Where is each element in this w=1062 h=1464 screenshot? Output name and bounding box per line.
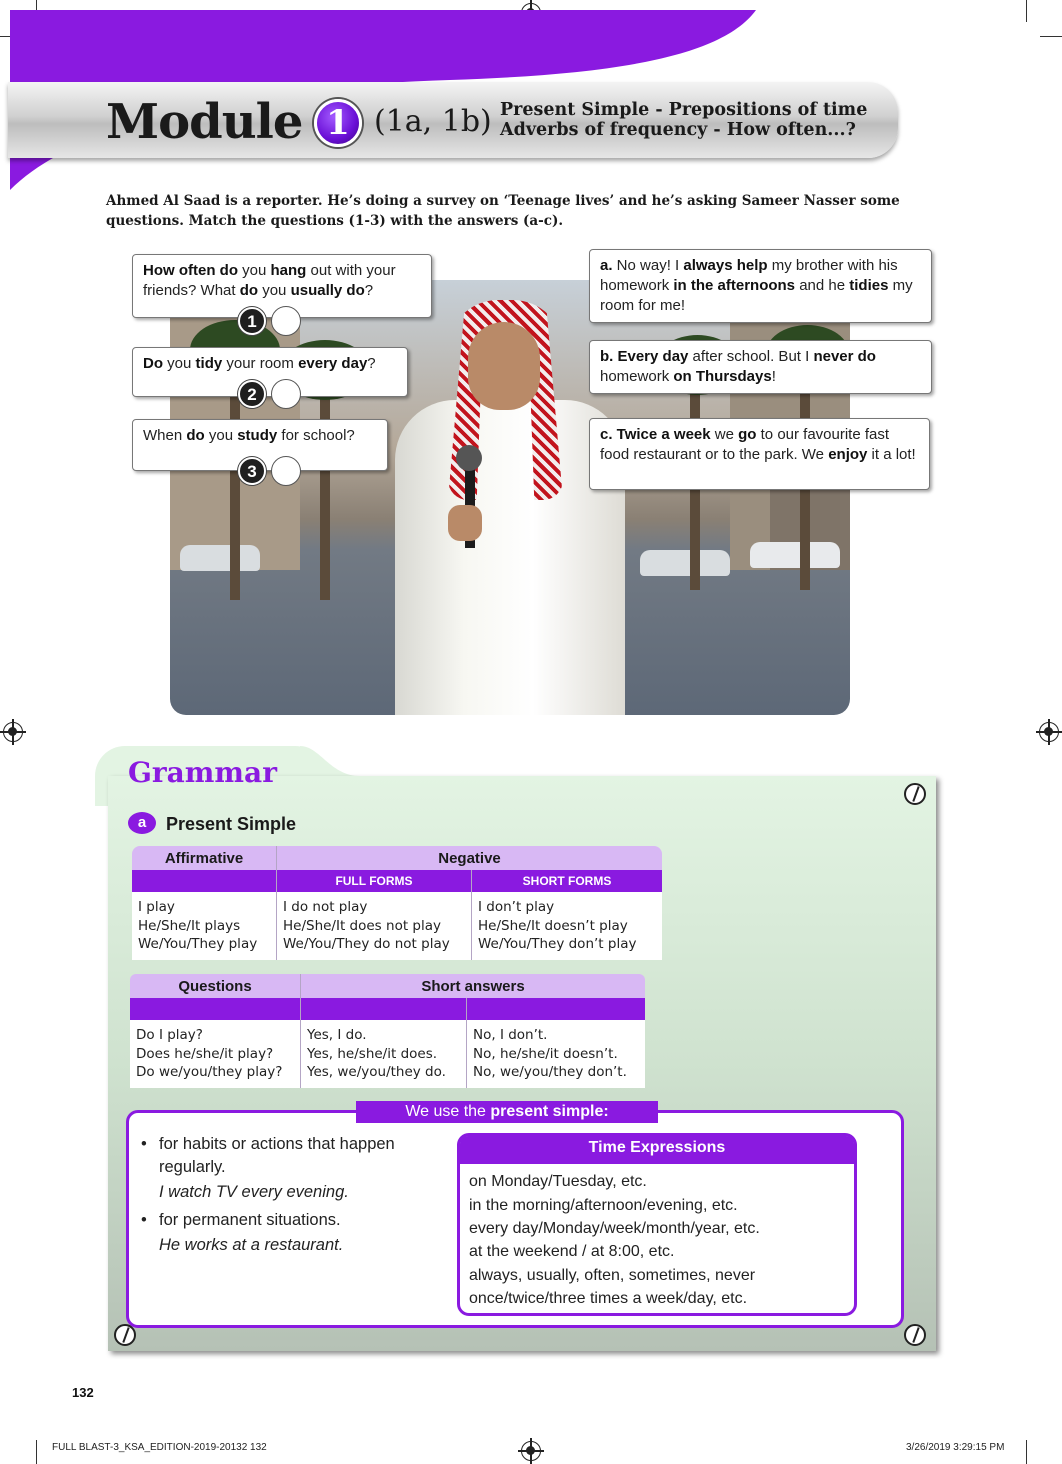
time-expression: always, usually, often, sometimes, never: [469, 1267, 756, 1284]
grammar-title: Grammar: [128, 756, 277, 789]
usage-text: for permanent situations.: [159, 1211, 341, 1229]
screw-icon: [114, 1324, 136, 1346]
time-expression: at the weekend / at 8:00, etc.: [469, 1243, 675, 1260]
section-title: Present Simple: [166, 814, 297, 834]
usage-heading-bold: present simple:: [490, 1103, 609, 1120]
time-expression: in the morning/afternoon/evening, etc.: [469, 1197, 738, 1214]
module-subtitle-line1: Present Simple - Prepositions of time: [500, 100, 868, 120]
table-cell: I play He/She/It plays We/You/They play: [132, 892, 276, 960]
module-title: Module: [106, 94, 303, 150]
answer-box-c: [589, 418, 930, 490]
reporter-hand: [448, 505, 482, 541]
microphone-head-icon: [456, 445, 482, 471]
answer-slot-3[interactable]: [271, 456, 301, 486]
screw-icon: [904, 783, 926, 805]
question-number-1: 1: [238, 307, 266, 335]
table-cell: No, I don’t. No, he/she/it doesn’t. No, we/you/they don’t.: [466, 1020, 645, 1088]
time-expression: every day/Monday/week/month/year, etc.: [469, 1220, 760, 1237]
table-cell: I don’t play He/She/It doesn’t play We/You/They don’t play: [471, 892, 662, 960]
crop-mark: [36, 1440, 37, 1464]
table-subheader: [130, 998, 300, 1020]
usage-text: for habits or actions that happen regularly.: [159, 1135, 395, 1176]
table-subheader: [466, 998, 645, 1020]
intro-text: Ahmed Al Saad is a reporter. He’s doing a survey on ‘Teenage lives’ and he’s asking Sameer Nasser some questions. Match the questions (1-3) with the answers (a-c).: [106, 193, 900, 229]
table-cell: I do not play He/She/It does not play We/You/They do not play: [276, 892, 471, 960]
answer-text: b. Every day after school. But I never do homework on Thursdays!: [600, 348, 876, 385]
question-text: How often do you hang out with your friends? What do you usually do?: [143, 262, 396, 299]
questions-short-answers-table: [130, 974, 645, 1088]
answer-slot-1[interactable]: [271, 306, 301, 336]
footer-file-info: FULL BLAST-3_KSA_EDITION-2019-20132 132: [52, 1442, 267, 1453]
usage-heading: [356, 1101, 658, 1123]
table-header: Short answers: [300, 974, 645, 998]
table-cell: Yes, I do. Yes, he/she/it does. Yes, we/you/they do.: [300, 1020, 466, 1088]
registration-mark-icon: [3, 722, 23, 742]
usage-bullet-2: • for permanent situations.: [141, 1211, 341, 1229]
answer-text: c. Twice a week we go to our favourite fast food restaurant or to the park. We enjoy it a lot!: [600, 426, 916, 463]
affirmative-negative-table: [132, 846, 662, 960]
table-header: Questions: [130, 974, 300, 998]
section-badge: a: [128, 812, 156, 834]
reporter-face: [468, 322, 540, 410]
usage-example-1: I watch TV every evening.: [159, 1183, 349, 1201]
registration-mark-icon: [521, 1441, 541, 1461]
usage-bullet-1: • for habits or actions that happen regularly.: [141, 1135, 395, 1176]
grammar-tab-slope: [300, 746, 360, 778]
crop-mark: [1026, 1440, 1027, 1464]
footer-timestamp: 3/26/2019 3:29:15 PM: [906, 1442, 1005, 1453]
question-text: Do you tidy your room every day?: [143, 355, 376, 372]
module-lessons: (1a, 1b): [374, 104, 492, 139]
table-header: Negative: [276, 846, 662, 870]
answer-slot-2[interactable]: [271, 379, 301, 409]
table-cell: Do I play? Does he/she/it play? Do we/you/they play?: [130, 1020, 300, 1088]
time-expressions-title: Time Expressions: [460, 1136, 854, 1164]
table-subheader: SHORT FORMS: [471, 870, 662, 892]
answer-box-a: [589, 249, 932, 323]
question-number-2: 2: [238, 380, 266, 408]
question-box-2: [132, 347, 408, 397]
time-expression: on Monday/Tuesday, etc.: [469, 1173, 647, 1190]
table-subheader: [300, 998, 466, 1020]
page-number: 132: [72, 1385, 94, 1400]
question-text: When do you study for school?: [143, 427, 355, 444]
registration-mark-icon: [1039, 722, 1059, 742]
question-number-3: 3: [238, 457, 266, 485]
table-subheader: [132, 870, 276, 892]
screw-icon: [904, 1324, 926, 1346]
module-subtitle-line2: Adverbs of frequency - How often...?: [500, 120, 856, 140]
usage-heading-prefix: We use the: [405, 1103, 491, 1120]
usage-example-2: He works at a restaurant.: [159, 1236, 344, 1254]
time-expression: once/twice/three times a week/day, etc.: [469, 1290, 748, 1307]
module-number-badge: 1: [314, 99, 362, 147]
table-header: Affirmative: [132, 846, 276, 870]
table-subheader: FULL FORMS: [276, 870, 471, 892]
answer-box-b: [589, 340, 932, 394]
answer-text: a. No way! I always help my brother with his homework in the afternoons and he tidies my room for me!: [600, 257, 913, 314]
